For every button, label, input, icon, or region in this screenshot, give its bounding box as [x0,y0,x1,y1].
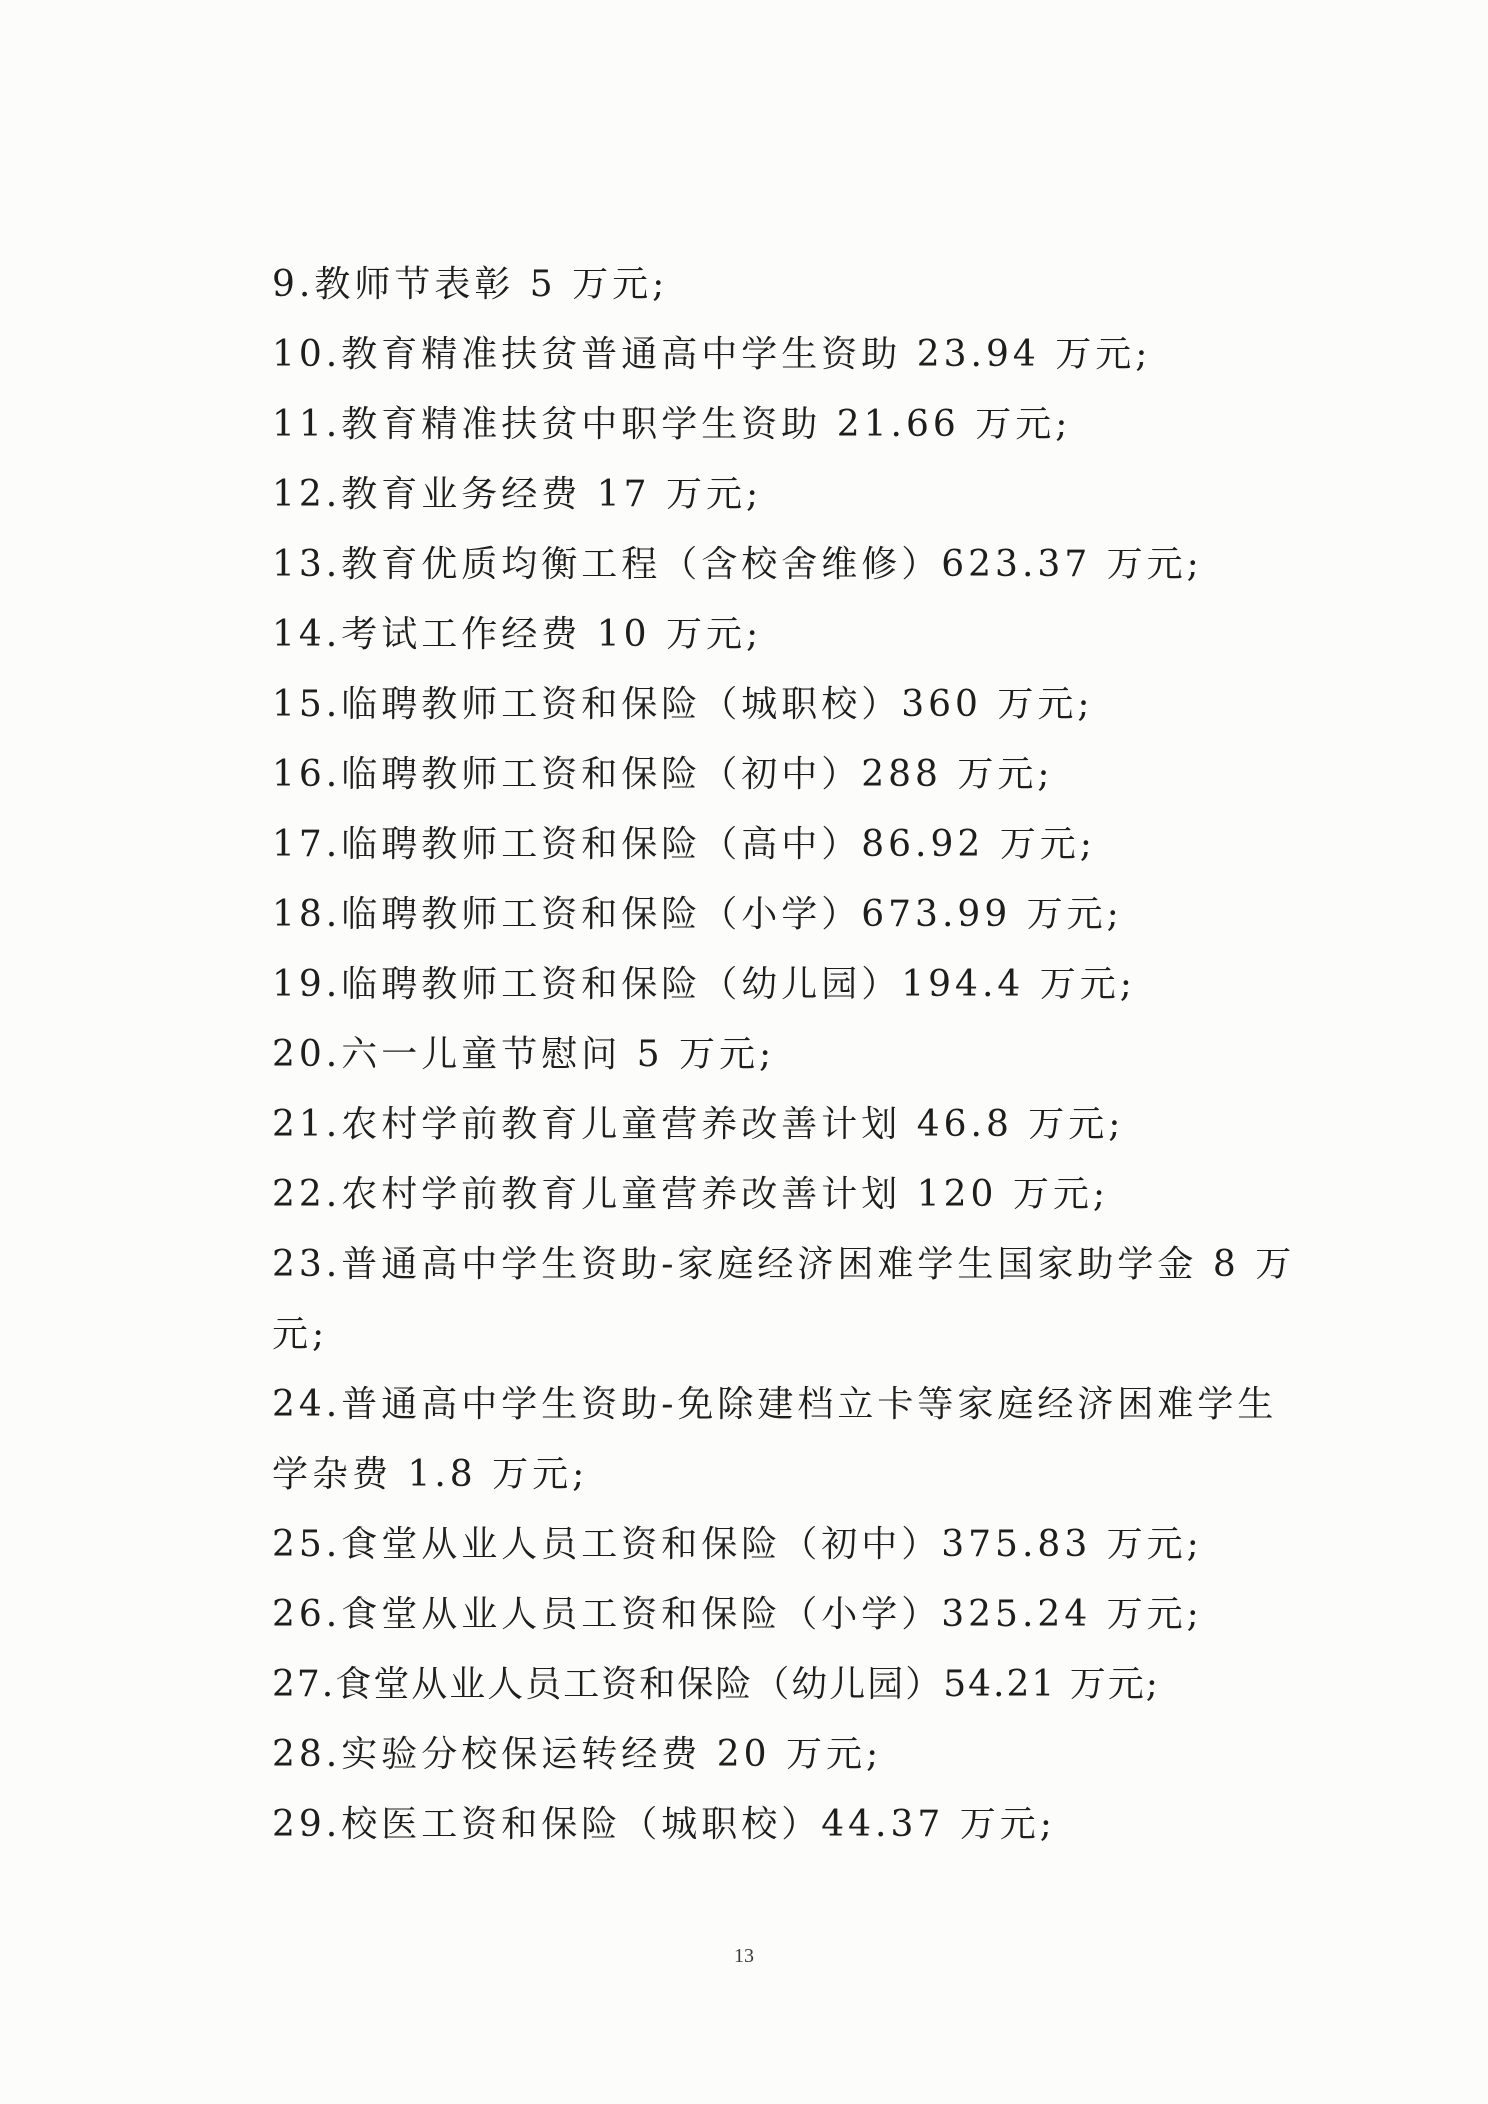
budget-item-list [272,250,1312,1860]
list-item: 27.食堂从业人员工资和保险（幼儿园）54.21 万元; [272,1664,1160,1705]
list-item: 12.教育业务经费 17 万元; [272,474,763,515]
list-item: 22.农村学前教育儿童营养改善计划 120 万元; [272,1174,1109,1215]
list-item: 26.食堂从业人员工资和保险（小学）325.24 万元; [272,1594,1203,1635]
list-item: 21.农村学前教育儿童营养改善计划 46.8 万元; [272,1104,1125,1145]
list-item: 20.六一儿童节慰问 5 万元; [272,1034,776,1075]
list-item: 16.临聘教师工资和保险（初中）288 万元; [272,754,1054,795]
list-item: 11.教育精准扶贫中职学生资助 21.66 万元; [272,404,1072,445]
list-item: 14.考试工作经费 10 万元; [272,614,763,655]
list-item: 13.教育优质均衡工程（含校舍维修）623.37 万元; [272,544,1203,585]
list-item: 25.食堂从业人员工资和保险（初中）375.83 万元; [272,1524,1203,1565]
list-item: 28.实验分校保运转经费 20 万元; [272,1734,883,1775]
list-item: 23.普通高中学生资助-家庭经济困难学生国家助学金 8 万元; [272,1244,1296,1355]
list-item: 9.教师节表彰 5 万元; [272,264,669,305]
list-item: 17.临聘教师工资和保险（高中）86.92 万元; [272,824,1096,865]
list-item: 19.临聘教师工资和保险（幼儿园）194.4 万元; [272,964,1136,1005]
list-item: 10.教育精准扶贫普通高中学生资助 23.94 万元; [272,334,1152,375]
list-item: 24.普通高中学生资助-免除建档立卡等家庭经济困难学生学杂费 1.8 万元; [272,1384,1278,1495]
list-item: 18.临聘教师工资和保险（小学）673.99 万元; [272,894,1123,935]
list-item: 29.校医工资和保险（城职校）44.37 万元; [272,1804,1056,1845]
page-number: 13 [734,1945,754,1967]
list-item: 15.临聘教师工资和保险（城职校）360 万元; [272,684,1094,725]
